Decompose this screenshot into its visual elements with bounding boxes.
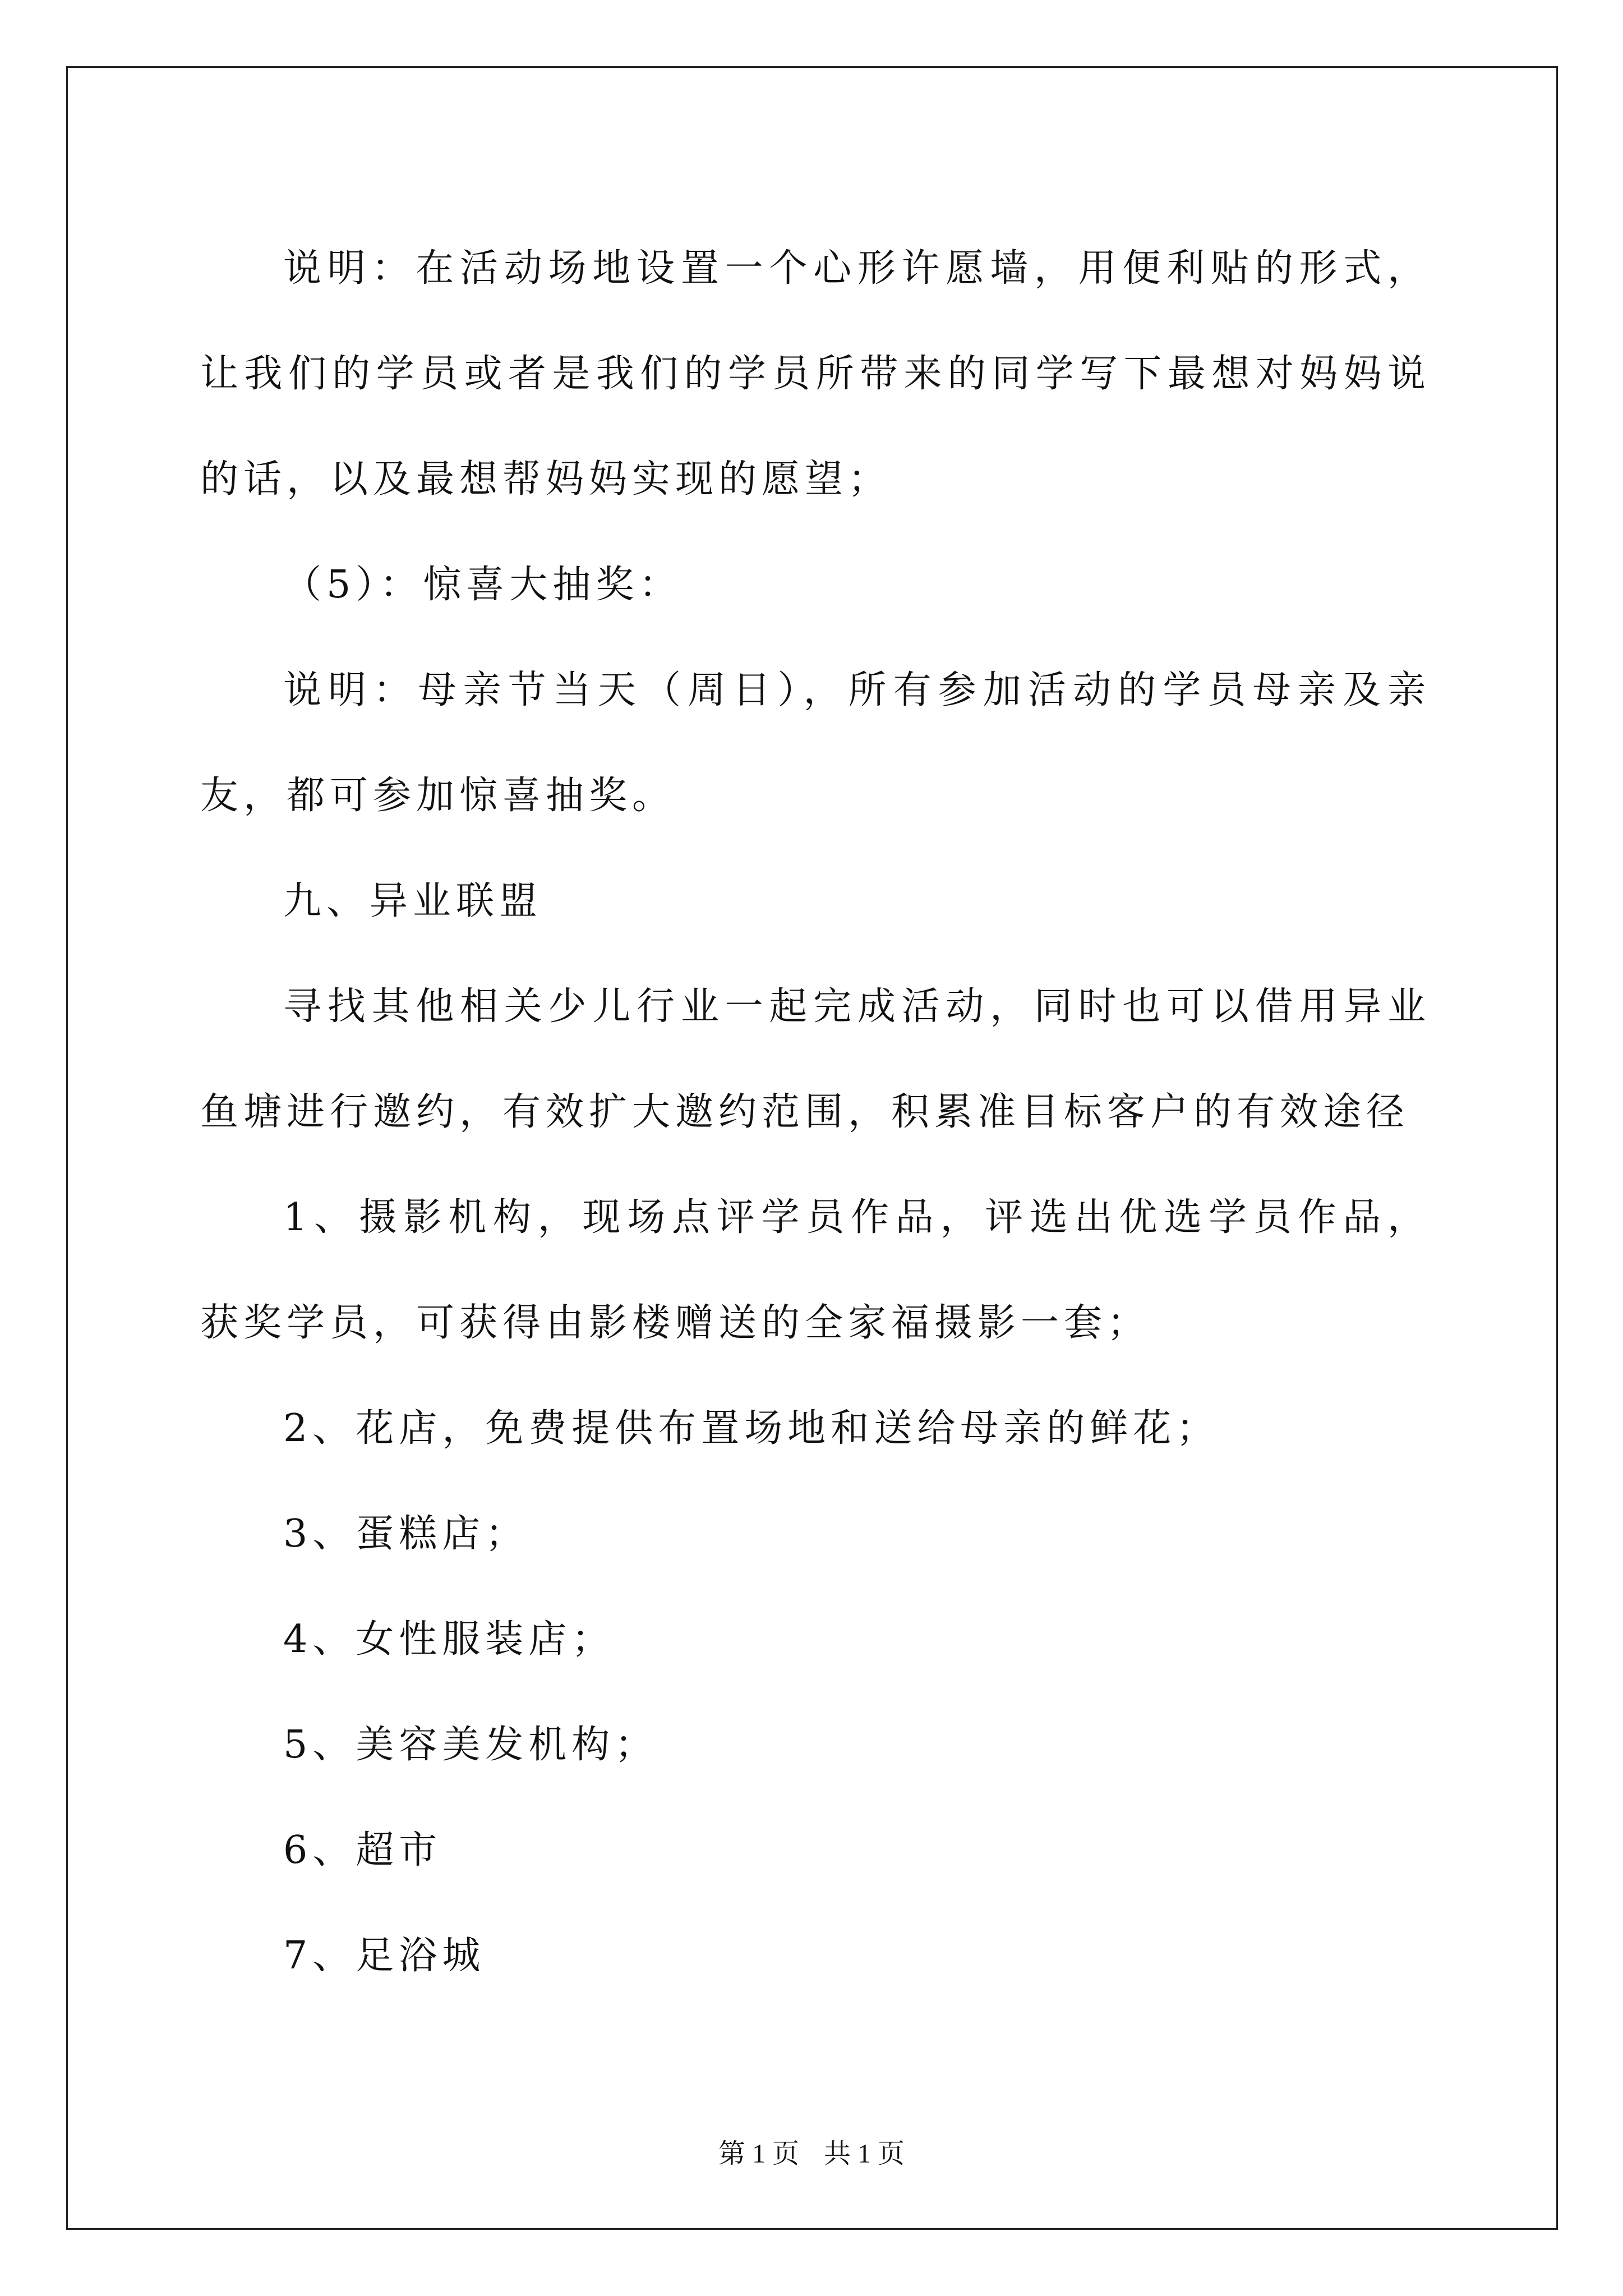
list-item-bakery: 3、蛋糕店；: [283, 1512, 529, 1556]
paragraph-lottery-description: 说明：母亲节当天（周日），所有参加活动的学员母亲及亲友，都可参加惊喜抽奖。: [200, 668, 1431, 818]
list-item-foot-spa: 7、足浴城: [283, 1934, 486, 1978]
document-body: [200, 216, 1431, 2009]
list-item-supermarket: 6、超市: [283, 1828, 442, 1872]
page-number: 第 1 页: [718, 2139, 799, 2169]
paragraph-wish-wall: 说明：在活动场地设置一个心形许愿墙，用便利贴的形式，让我们的学员或者是我们的学员所带来的同学写下最想对妈妈说的话，以及最想帮妈妈实现的愿望；: [200, 246, 1431, 501]
list-item-beauty-salon: 5、美容美发机构；: [283, 1723, 658, 1767]
page-footer: [0, 2137, 1623, 2171]
paragraph-alliance-description: 寻找其他相关少儿行业一起完成活动，同时也可以借用异业鱼塘进行邀约，有效扩大邀约范围，积累准目标客户的有效途径: [200, 984, 1431, 1134]
paragraph-lottery-heading: （5）：惊喜大抽奖：: [283, 563, 683, 607]
page-total: 共 1 页: [824, 2139, 905, 2169]
list-item-photography: 1、摄影机构，现场点评学员作品，评选出优选学员作品，获奖学员，可获得由影楼赠送的全家福摄影一套；: [200, 1195, 1431, 1345]
section-heading-alliance: 九、异业联盟: [283, 879, 543, 923]
list-item-florist: 2、花店，免费提供布置场地和送给母亲的鲜花；: [283, 1406, 1220, 1451]
list-item-clothing: 4、女性服装店；: [283, 1617, 615, 1662]
